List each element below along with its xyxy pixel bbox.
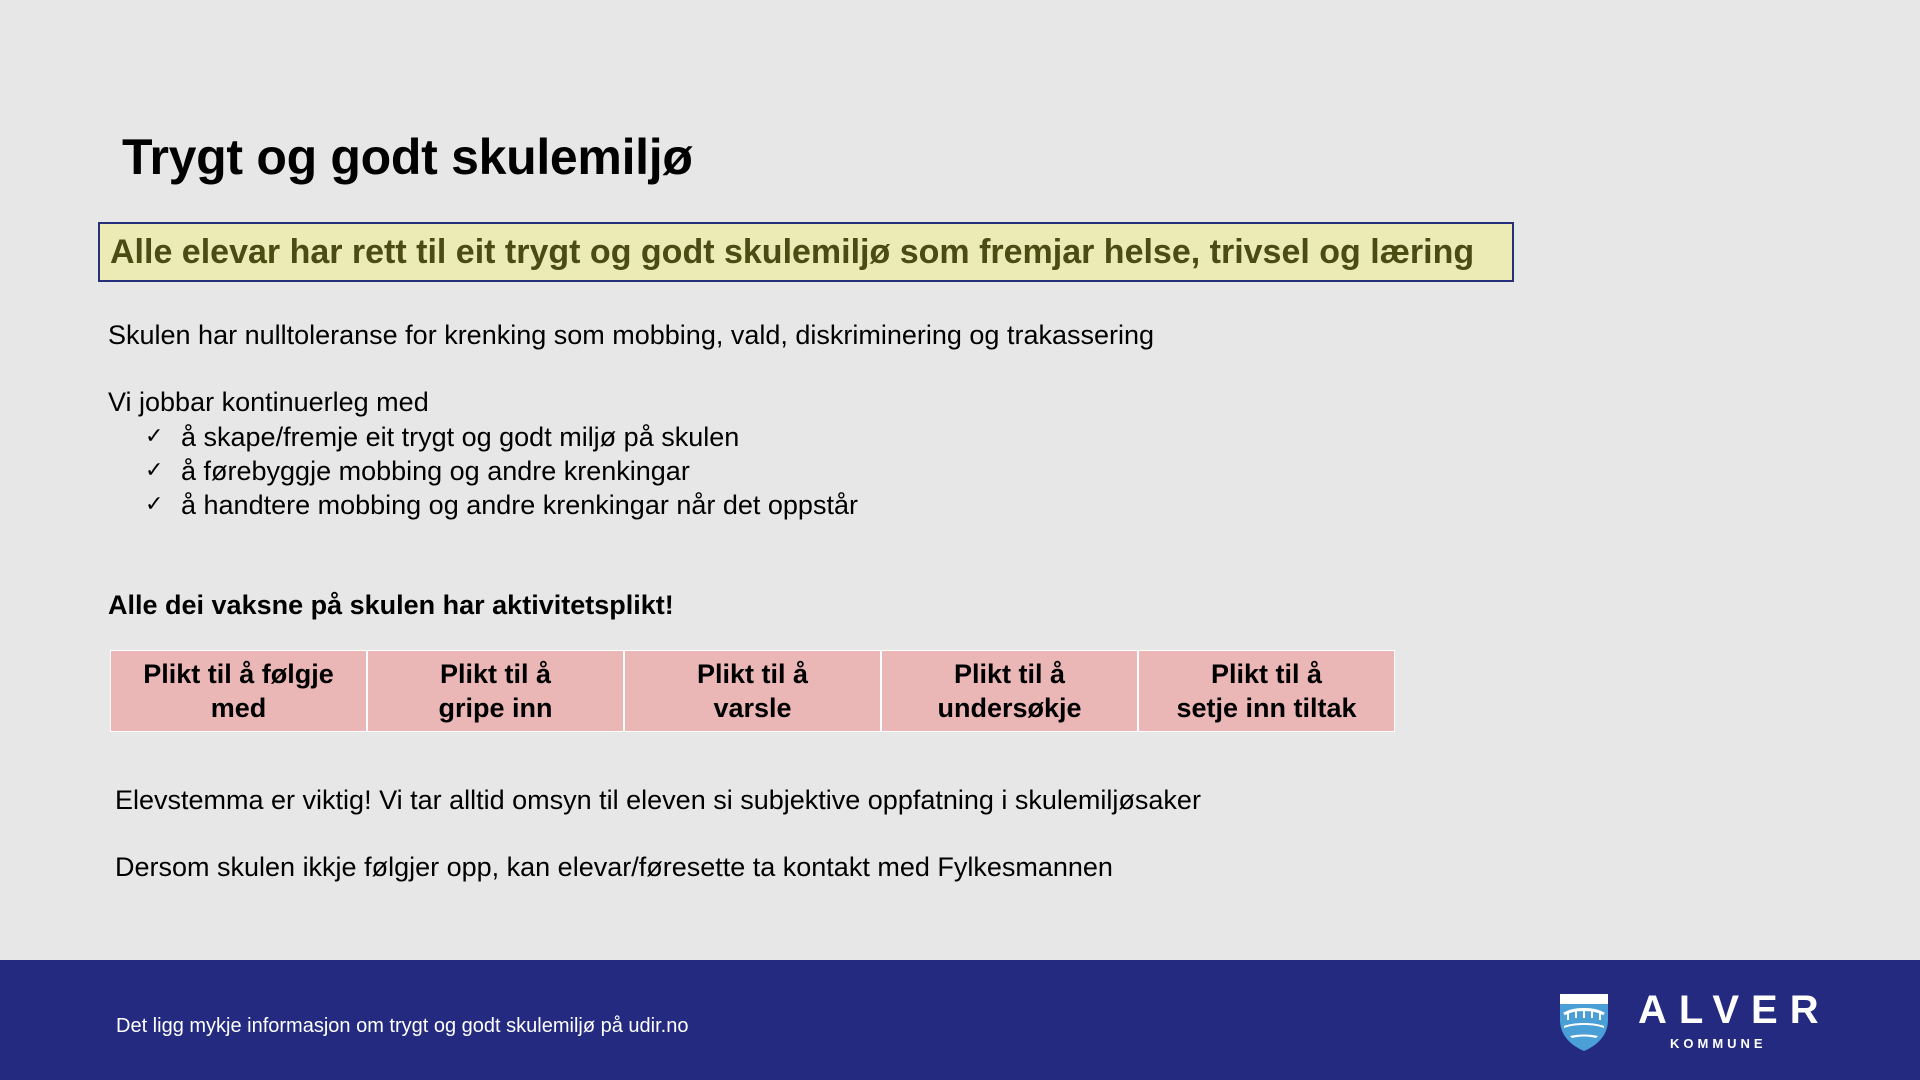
checkmark-icon: ✓ <box>145 424 164 449</box>
continuous-work-intro: Vi jobbar kontinuerleg med <box>108 387 429 417</box>
duty-cell-intervene: Plikt til å gripe inn <box>368 651 625 731</box>
key-message-text: Alle elevar har rett til eit trygt og godt skulemiljø som fremjar helse, trivsel og læring <box>110 232 1475 271</box>
checklist-item <box>145 454 858 488</box>
duty-cell-investigate: Plikt til å undersøkje <box>882 651 1139 731</box>
checklist-item-text: å skape/fremje eit trygt og godt miljø på skulen <box>181 422 740 452</box>
duty-table <box>110 650 1395 732</box>
checklist-item <box>145 420 858 454</box>
student-voice-text: Elevstemma er viktig! Vi tar alltid omsyn til eleven si subjektive oppfatning i skulemiljøsaker <box>115 785 1201 815</box>
footer-info-text: Det ligg mykje informasjon om trygt og godt skulemiljø på udir.no <box>116 1015 689 1037</box>
logo-subtitle: KOMMUNE <box>1670 1036 1767 1051</box>
checklist-item-text: å førebyggje mobbing og andre krenkingar <box>181 456 690 486</box>
checklist-item <box>145 488 858 522</box>
duty-cell-follow: Plikt til å følgje med <box>111 651 368 731</box>
follow-up-text: Dersom skulen ikkje følgjer opp, kan elevar/føresette ta kontakt med Fylkesmannen <box>115 852 1113 882</box>
checklist <box>145 420 858 522</box>
checkmark-icon: ✓ <box>145 458 164 483</box>
checkmark-icon: ✓ <box>145 492 164 517</box>
key-message-box <box>98 222 1514 282</box>
duty-cell-measures: Plikt til å setje inn tiltak <box>1139 651 1394 731</box>
logo-wordmark: ALVER <box>1638 988 1831 1032</box>
zero-tolerance-text: Skulen har nulltoleranse for krenking som mobbing, vald, diskriminering og trakassering <box>108 320 1155 350</box>
duty-cell-notify: Plikt til å varsle <box>625 651 882 731</box>
shield-icon <box>1558 990 1610 1052</box>
checklist-item-text: å handtere mobbing og andre krenkingar når det oppstår <box>181 490 858 520</box>
activity-duty-heading: Alle dei vaksne på skulen har aktivitetsplikt! <box>108 590 674 620</box>
alver-logo <box>1558 986 1831 1056</box>
slide-title: Trygt og godt skulemiljø <box>122 129 693 185</box>
